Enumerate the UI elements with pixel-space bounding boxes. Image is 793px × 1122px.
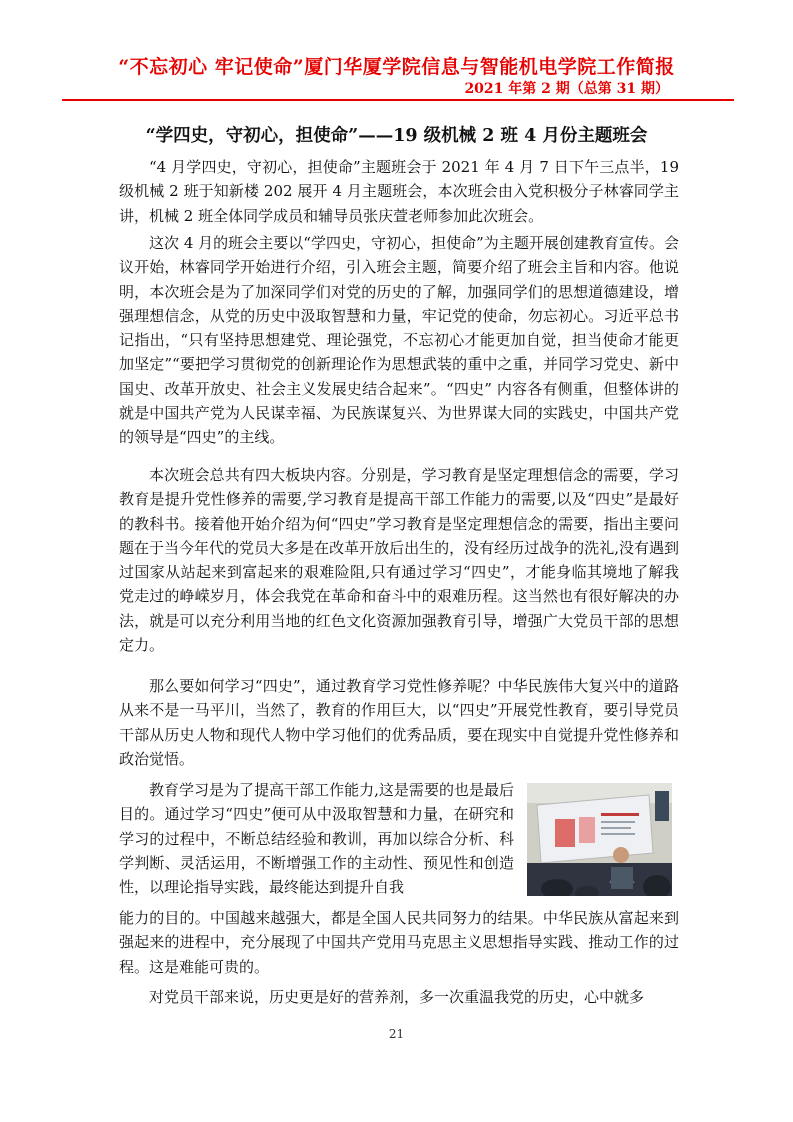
article-paragraph-1: “4 月学四史，守初心，担使命”主题班会于 2021 年 4 月 7 日下午三点半，19 级机械 2 班于知新楼 202 展开 4 月主题班会，本次班会由入党积极分子林睿同学主讲，机械 2 班全体同学成员和辅导员张庆萱老师参加此次班会。 [119, 158, 679, 225]
article-paragraph-2: 这次 4 月的班会主要以“学四史，守初心，担使命”为主题开展创建教育宣传。会议开始，林睿同学开始进行介绍，引入班会主题，简要介绍了班会主旨和内容。他说明，本次班会是为了加深同学们对党的历史的了解，加强同学们的思想道德建设，增强理想信念，从党的历史中汲取智慧和力量，牢记党的使命，勿忘初心。习近平总书记指出，“只有坚持思想建党、理论强党，不忘初心才能更加自觉，担当使命才能更加坚定”“要把学习贯彻党的创新理论作为思想武装的重中之重，并同学习党史、新中国史、改革开放史、社会主义发展史结合起来”。“四史” 内容各有侧重，但整体讲的就是中国共产党为人民谋幸福、为民族谋复兴、为世界谋大同的实践史，中国共产党的领导是“四史”的主线。 [119, 234, 679, 447]
article-paragraph-5-continued: 能力的目的。中国越来越强大，都是全国人民共同努力的结果。中华民族从富起来到强起来的进程中，充分展现了中国共产党用马克思主义思想指导实践、推动工作的过程。这是难能可贵的。 [119, 909, 679, 976]
article-title: “学四史，守初心，担使命”——19 级机械 2 班 4 月份主题班会 [145, 126, 648, 146]
page-number: 21 [388, 1027, 405, 1041]
header-divider [62, 99, 734, 101]
issue-number: 2021 年第 2 期（总第 31 期） [464, 81, 669, 97]
article-paragraph-6: 对党员干部来说，历史更是好的营养剂，多一次重温我党的历史，心中就多 [149, 988, 645, 1006]
class-meeting-photo [527, 783, 672, 896]
report-header-title: “不忘初心 牢记使命”厦门华厦学院信息与智能机电学院工作简报 [118, 56, 675, 78]
article-paragraph-5: 教育学习是为了提高干部工作能力,这是需要的也是最后目的。通过学习“四史”便可从中汲取智慧和力量，在研究和学习的过程中，不断总结经验和教训，再加以综合分析、科学判断、灵活运用，不断增强工作的主动性、预见性和创造性，以理论指导实践，最终能达到提升自我 [119, 781, 514, 897]
article-paragraph-4: 那么要如何学习“四史”，通过教育学习党性修养呢？中华民族伟大复兴中的道路从来不是一马平川，当然了，教育的作用巨大，以“四史”开展党性教育，要引导党员干部从历史人物和现代人物中学习他们的优秀品质，要在现实中自觉提升党性修养和政治觉悟。 [119, 677, 679, 768]
article-paragraph-3: 本次班会总共有四大板块内容。分别是，学习教育是坚定理想信念的需要，学习教育是提升党性修养的需要,学习教育是提高干部工作能力的需要,以及“四史”是最好的教科书。接着他开始介绍为何“四史”学习教育是坚定理想信念的需要，指出主要问题在于当今年代的党员大多是在改革开放后出生的，没有经历过战争的洗礼,没有遇到过国家从站起来到富起来的艰难险阻,只有通过学习“四史”，才能身临其境地了解我党走过的峥嵘岁月，体会我党在革命和奋斗中的艰难历程。这当然也有很好解决的办法，就是可以充分利用当地的红色文化资源加强教育引导，增强广大党员干部的思想定力。 [119, 466, 679, 655]
